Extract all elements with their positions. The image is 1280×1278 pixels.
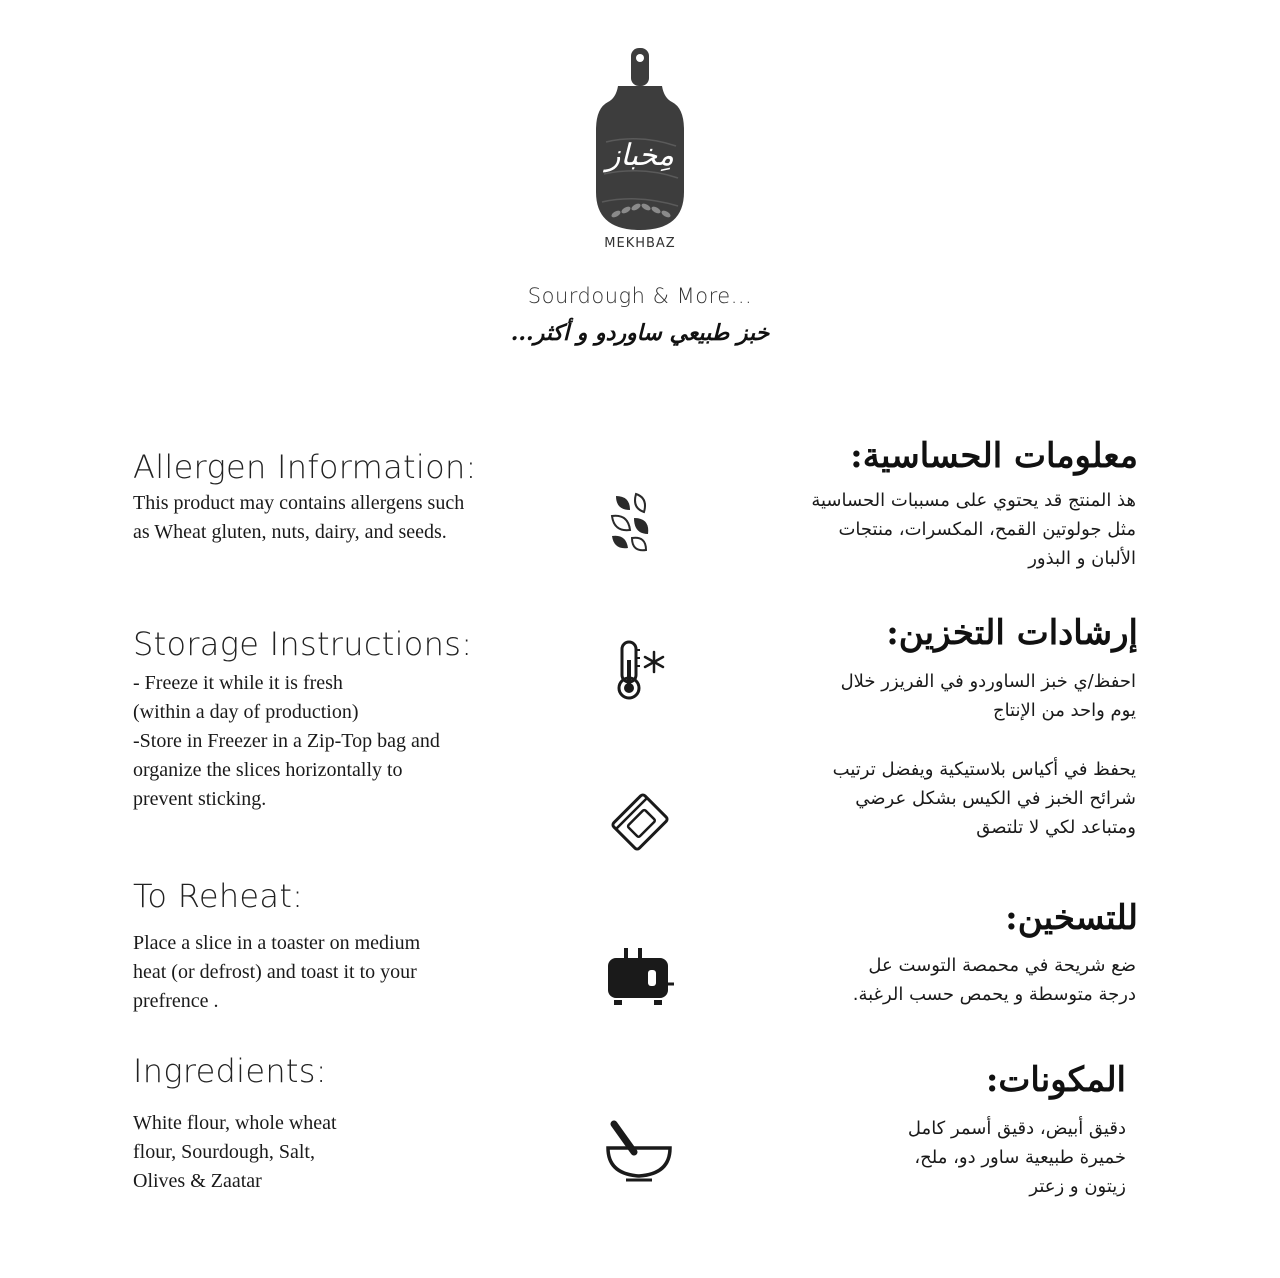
storage-title-ar: إرشادات التخزين: bbox=[886, 613, 1138, 653]
storage-title-en: Storage Instructions: bbox=[133, 625, 473, 663]
storage-body-ar-1: احفظ/ي خبز الساوردو في الفريزر خلال يوم واحد من الإنتاج bbox=[840, 671, 1136, 721]
ingredients-title-ar: المكونات: bbox=[985, 1060, 1126, 1100]
reheat-body-ar: ضع شريحة في محمصة التوست عل درجة متوسطة و يحمص حسب الرغبة. bbox=[852, 955, 1136, 1005]
brand-name: MEKHBAZ bbox=[604, 236, 676, 251]
ingredients-title-en: Ingredients: bbox=[133, 1052, 327, 1090]
allergen-body-ar: هذ المنتج قد يحتوي على مسببات الحساسية مثل جولوتين القمح، المكسرات، منتجات الألبان و البذور bbox=[811, 490, 1136, 569]
thermometer-snowflake-icon bbox=[612, 638, 668, 707]
reheat-body-en: Place a slice in a toaster on medium heat (or defrost) and toast it to your prefrence . bbox=[133, 932, 421, 1012]
allergen-title-ar: معلومات الحساسية: bbox=[850, 436, 1138, 476]
tagline-english: Sourdough & More... bbox=[527, 284, 753, 308]
storage-body-en: - Freeze it while it is fresh (within a day of production) -Store in Freezer in a Zip-Top bag and organize the slices horizontally to prevent sticking. bbox=[133, 672, 440, 810]
allergen-body-en: This product may contains allergens such as Wheat gluten, nuts, dairy, and seeds. bbox=[133, 492, 465, 543]
toaster-icon bbox=[604, 944, 678, 1011]
ingredients-body-ar: دقيق أبيض، دقيق أسمر كامل خميرة طبيعية ساور دو، ملح، زيتون و زعتر bbox=[907, 1118, 1126, 1197]
reheat-title-en: To Reheat: bbox=[133, 877, 304, 915]
storage-body-ar-2: يحفظ في أكياس بلاستيكية ويفضل ترتيب شرائح الخبز في الكيس بشكل عرضي ومتباعد لكي لا تلتصق bbox=[832, 759, 1136, 838]
ingredients-body-en: White flour, whole wheat flour, Sourdough, Salt, Olives & Zaatar bbox=[133, 1112, 337, 1192]
tagline-arabic: خبز طبيعي ساوردو و أكثر... bbox=[510, 320, 770, 346]
logo-arabic-text: مِخباز bbox=[605, 138, 675, 173]
mekhbaz-logo bbox=[580, 42, 700, 232]
bread-board-logo-icon bbox=[580, 42, 700, 232]
zip-bag-icon bbox=[604, 786, 676, 863]
leaves-icon bbox=[606, 490, 656, 559]
reheat-title-ar: للتسخين: bbox=[1005, 898, 1138, 938]
mortar-pestle-icon bbox=[604, 1118, 674, 1187]
allergen-title-en: Allergen Information: bbox=[133, 448, 477, 486]
